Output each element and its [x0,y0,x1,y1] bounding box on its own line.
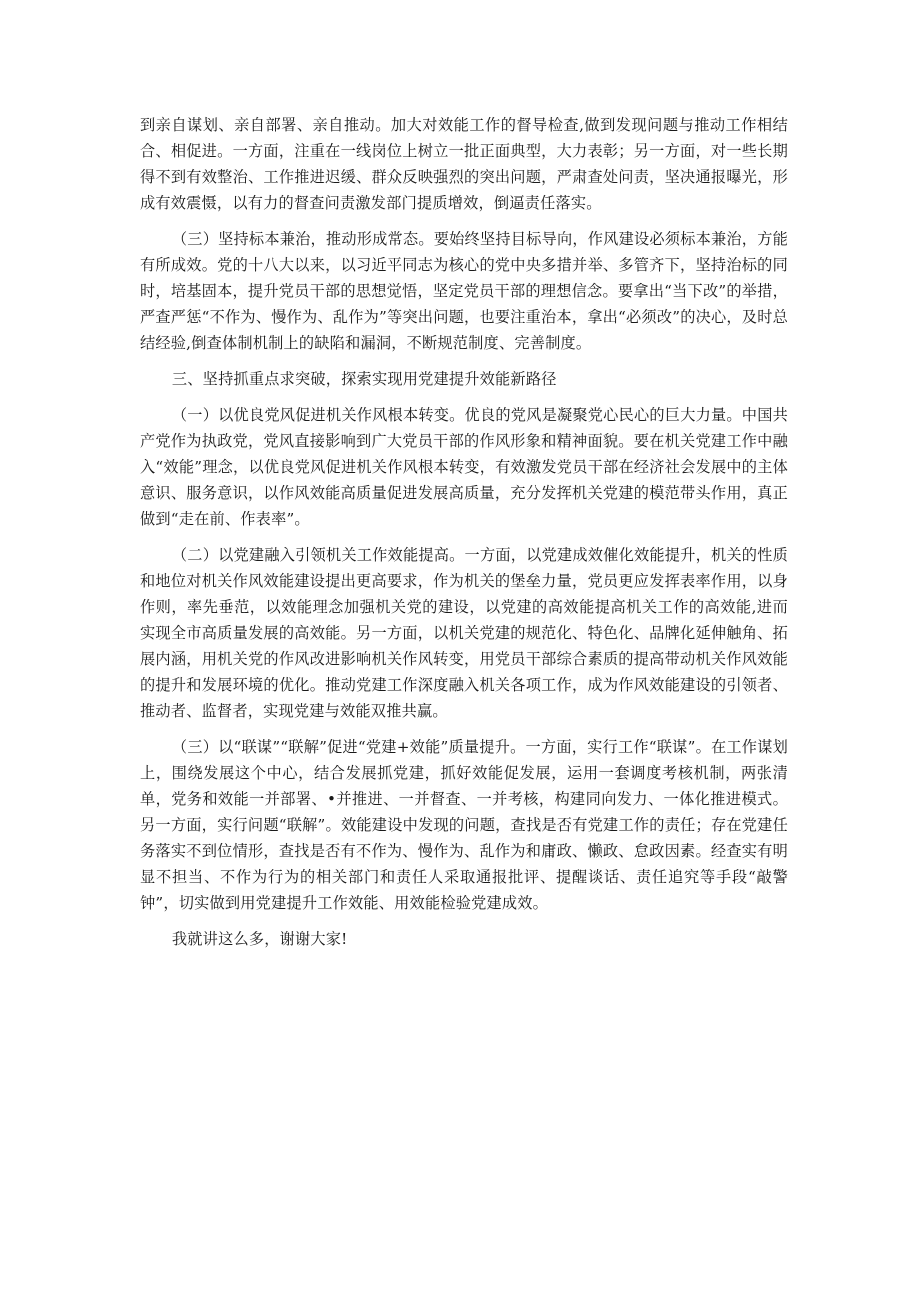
paragraph-supervision: 到亲自谋划、亲自部署、亲自推动。加大对效能工作的督导检查,做到发现问题与推动工作相结合、相促进。一方面，注重在一线岗位上树立一批正面典型，大力表彰；另一方面，对一些长期得不到有效整治、工作推进迟缓、群众反映强烈的突出问题，严肃查处问责，坚决通报曝光，形成有效震慑，以有力的督查问责激发部门提质增效，倒逼责任落实。 [140,116,788,212]
paragraph-section-3-2: （二）以党建融入引领机关工作效能提高。一方面，以党建成效催化效能提升，机关的性质和地位对机关作风效能建设提出更高要求，作为机关的堡垒力量，党员更应发挥表率作用，以身作则，率先垂范，以效能理念加强机关党的建设，以党建的高效能提高机关工作的高效能,进而实现全市高质量发展的高效能。另一方面，以机关党建的规范化、特色化、品牌化延伸触角、拓展内涵，用机关党的作风改进影响机关作风转变，用党员干部综合素质的提高带动机关作风效能的提升和发展环境的优化。推动党建工作深度融入机关各项工作，成为作风效能建设的引领者、推动者、监督者，实现党建与效能双推共赢。 [140,546,788,720]
section-heading-3: 三、坚持抓重点求突破，探索实现用党建提升效能新路径 [171,370,557,388]
paragraph-section-3-3: （三）以“联谋”“联解”促进“党建+效能”质量提升。一方面，实行工作“联谋”。在工作谋划上，围绕发展这个中心，结合发展抓党建，抓好效能促发展，运用一套调度考核机制，两张清单，党务和效能一并部署、•并推进、一并督查、一并考核，构建同向发力、一体化推进模式。另一方面，实行问题“联解”。效能建设中发现的问题，查找是否有党建工作的责任；存在党建任务落实不到位情形，查找是否有不作为、慢作为、乱作为和庸政、懒政、怠政因素。经查实有明显不担当、不作为行为的相关部门和责任人采取通报批评、提醒谈话、责任追究等手段“敲警钟”，切实做到用党建提升工作效能、用效能检验党建成效。 [140,738,788,912]
paragraph-closing: 我就讲这么多，谢谢大家! [171,930,348,948]
document-page [140,112,788,962]
paragraph-section-3-1: （一）以优良党风促进机关作风根本转变。优良的党风是凝聚党心民心的巨大力量。中国共产党作为执政党，党风直接影响到广大党员干部的作风形象和精神面貌。要在机关党建工作中融入“效能”理念，以优良党风促进机关作风根本转变，有效激发党员干部在经济社会发展中的主体意识、服务意识，以作风效能高质量促进发展高质量，充分发挥机关党建的模范带头作用，真正做到“走在前、作表率”。 [140,406,788,528]
paragraph-section-2-3: （三）坚持标本兼治，推动形成常态。要始终坚持目标导向，作风建设必须标本兼治，方能有所成效。党的十八大以来，以习近平同志为核心的党中央多措并举、多管齐下，坚持治标的同时，培基固本，提升党员干部的思想觉悟，坚定党员干部的理想信念。要拿出“当下改”的举措，严查严惩“不作为、慢作为、乱作为”等突出问题，也要注重治本，拿出“必须改”的决心，及时总结经验,倒查体制机制上的缺陷和漏洞，不断规范制度、完善制度。 [140,230,788,352]
